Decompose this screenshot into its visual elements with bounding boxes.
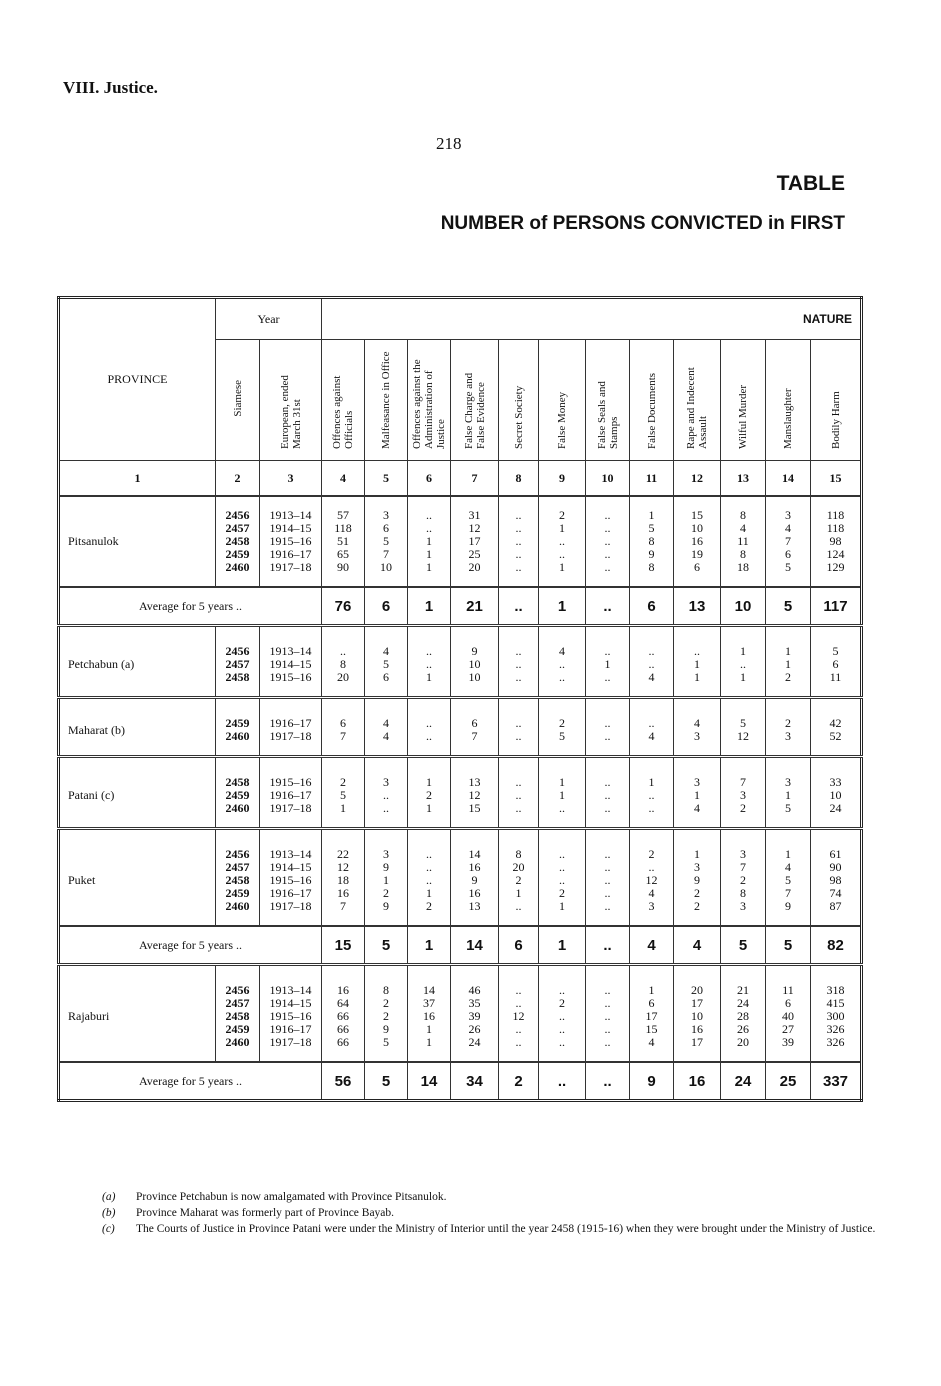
average-value: 24 bbox=[721, 1062, 766, 1101]
offence-values: 3 6 5 7 10 bbox=[365, 509, 408, 574]
nature-header: NATURE bbox=[322, 298, 862, 340]
offence-values: .. .. .. bbox=[586, 776, 630, 815]
average-label: Average for 5 years .. bbox=[59, 926, 322, 965]
footnote-mark: (b) bbox=[102, 1207, 116, 1219]
offence-values: 1 1 2 bbox=[766, 645, 811, 684]
offence-values: .. .. bbox=[408, 717, 451, 743]
siamese-years: 2456 2457 2458 2459 2460 bbox=[216, 509, 260, 574]
column-number: 1 bbox=[59, 461, 216, 497]
average-value: 4 bbox=[674, 926, 721, 965]
column-number: 14 bbox=[766, 461, 811, 497]
european-years: 1913–14 1914–15 1915–16 bbox=[260, 645, 322, 684]
column-number: 5 bbox=[365, 461, 408, 497]
average-value: 6 bbox=[630, 587, 674, 626]
offence-values: 15 10 16 19 6 bbox=[674, 509, 721, 574]
offence-values: 8 4 11 8 18 bbox=[721, 509, 766, 574]
offence-values: 1 3 9 2 2 bbox=[674, 848, 721, 913]
average-value: 6 bbox=[365, 587, 408, 626]
siamese-years: 2456 2457 2458 2459 2460 bbox=[216, 984, 260, 1049]
offence-values: .. .. bbox=[499, 717, 539, 743]
offence-values: 8 2 2 9 5 bbox=[365, 984, 408, 1049]
offence-values: .. .. .. bbox=[499, 645, 539, 684]
average-value: 6 bbox=[499, 926, 539, 965]
offence-values: .. .. .. .. .. bbox=[586, 509, 630, 574]
average-value: 5 bbox=[365, 926, 408, 965]
column-number: 15 bbox=[811, 461, 862, 497]
average-value: 16 bbox=[674, 1062, 721, 1101]
average-value: 5 bbox=[766, 926, 811, 965]
offence-values: 1 .. 1 bbox=[721, 645, 766, 684]
province-header: PROVINCE bbox=[59, 298, 216, 461]
offence-values: 14 37 16 1 1 bbox=[408, 984, 451, 1049]
average-value: .. bbox=[586, 926, 630, 965]
european-years: 1916–17 1917–18 bbox=[260, 717, 322, 743]
offence-values: 14 16 9 16 13 bbox=[451, 848, 499, 913]
offence-values: 21 24 28 26 20 bbox=[721, 984, 766, 1049]
average-value: 10 bbox=[721, 587, 766, 626]
footnote bbox=[102, 1222, 882, 1236]
table-row bbox=[59, 717, 862, 743]
column-number: 13 bbox=[721, 461, 766, 497]
offence-values: 6 7 bbox=[451, 717, 499, 743]
offence-values: .. .. .. bbox=[499, 776, 539, 815]
column-number: 3 bbox=[260, 461, 322, 497]
footnote bbox=[102, 1206, 882, 1220]
average-row bbox=[59, 587, 862, 626]
average-value: 76 bbox=[322, 587, 365, 626]
offence-values: 1 2 1 bbox=[408, 776, 451, 815]
column-number: 6 bbox=[408, 461, 451, 497]
offence-values: 22 12 18 16 7 bbox=[322, 848, 365, 913]
average-value: .. bbox=[586, 587, 630, 626]
offence-values: .. .. bbox=[586, 717, 630, 743]
offence-header: False Documents bbox=[630, 340, 674, 461]
offence-values: 3 9 1 2 9 bbox=[365, 848, 408, 913]
average-value: 5 bbox=[721, 926, 766, 965]
average-value: 82 bbox=[811, 926, 862, 965]
siamese-header: Siamese bbox=[216, 340, 260, 461]
average-value: 1 bbox=[408, 926, 451, 965]
average-value: 9 bbox=[630, 1062, 674, 1101]
offence-values: 2 1 .. .. 1 bbox=[539, 509, 586, 574]
offence-header: False Money bbox=[539, 340, 586, 461]
offence-values: 3 .. .. bbox=[365, 776, 408, 815]
offence-values: 9 10 10 bbox=[451, 645, 499, 684]
table-label: TABLE bbox=[776, 172, 845, 195]
footnote-text: The Courts of Justice in Province Patani were under the Ministry of Interior until the year 2458 (1915-16) when they were brought under the Ministry of Justice. bbox=[136, 1223, 876, 1235]
offence-values: 61 90 98 74 87 bbox=[811, 848, 862, 913]
offence-values: .. .. .. 2 1 bbox=[539, 848, 586, 913]
offence-values: 31 12 17 25 20 bbox=[451, 509, 499, 574]
offence-values: .. .. .. 1 2 bbox=[408, 848, 451, 913]
province-name: Puket bbox=[59, 848, 216, 913]
offence-values: .. 1 1 bbox=[674, 645, 721, 684]
average-value: 15 bbox=[322, 926, 365, 965]
offence-values: 2 5 1 bbox=[322, 776, 365, 815]
european-years: 1913–14 1914–15 1915–16 1916–17 1917–18 bbox=[260, 509, 322, 574]
offence-values: 7 3 2 bbox=[721, 776, 766, 815]
average-value: 1 bbox=[539, 587, 586, 626]
average-value: 14 bbox=[451, 926, 499, 965]
offence-values: .. .. 4 bbox=[630, 645, 674, 684]
average-value: 1 bbox=[539, 926, 586, 965]
offence-values: 4 .. .. bbox=[539, 645, 586, 684]
table-row bbox=[59, 509, 862, 574]
offence-values: 2 3 bbox=[766, 717, 811, 743]
siamese-years: 2458 2459 2460 bbox=[216, 776, 260, 815]
average-value: .. bbox=[586, 1062, 630, 1101]
offence-values: 118 118 98 124 129 bbox=[811, 509, 862, 574]
footnote-mark: (c) bbox=[102, 1223, 115, 1235]
siamese-years: 2456 2457 2458 2459 2460 bbox=[216, 848, 260, 913]
average-value: .. bbox=[539, 1062, 586, 1101]
province-name: Petchabun (a) bbox=[59, 645, 216, 684]
page-number: 218 bbox=[436, 134, 462, 153]
offence-values: 3 7 2 8 3 bbox=[721, 848, 766, 913]
footnote-text: Province Maharat was formerly part of Province Bayab. bbox=[136, 1207, 395, 1219]
column-number: 7 bbox=[451, 461, 499, 497]
offence-values: 1 5 8 9 8 bbox=[630, 509, 674, 574]
average-value: 337 bbox=[811, 1062, 862, 1101]
offence-values: 4 3 bbox=[674, 717, 721, 743]
offence-header: Malfeasance in Office bbox=[365, 340, 408, 461]
offence-values: 2 5 bbox=[539, 717, 586, 743]
offence-values: 1 6 17 15 4 bbox=[630, 984, 674, 1049]
offence-values: 20 17 10 16 17 bbox=[674, 984, 721, 1049]
offence-values: 6 7 bbox=[322, 717, 365, 743]
european-years: 1913–14 1914–15 1915–16 1916–17 1917–18 bbox=[260, 848, 322, 913]
offence-values: .. .. .. .. .. bbox=[586, 984, 630, 1049]
footnote bbox=[102, 1190, 882, 1204]
table-title: NUMBER of PERSONS CONVICTED in FIRST bbox=[440, 213, 845, 234]
average-value: 4 bbox=[630, 926, 674, 965]
siamese-years: 2459 2460 bbox=[216, 717, 260, 743]
province-name: Pitsanulok bbox=[59, 509, 216, 574]
table-row bbox=[59, 848, 862, 913]
column-number: 10 bbox=[586, 461, 630, 497]
table-row bbox=[59, 645, 862, 684]
province-name: Patani (c) bbox=[59, 776, 216, 815]
year-header: Year bbox=[216, 298, 322, 340]
offence-header: Bodily Harm bbox=[811, 340, 862, 461]
table-row bbox=[59, 776, 862, 815]
offence-values: .. 1 .. bbox=[586, 645, 630, 684]
table-row bbox=[59, 984, 862, 1049]
average-value: 56 bbox=[322, 1062, 365, 1101]
column-number: 4 bbox=[322, 461, 365, 497]
province-name: Maharat (b) bbox=[59, 717, 216, 743]
offence-values: 16 64 66 66 66 bbox=[322, 984, 365, 1049]
offence-values: .. .. 1 bbox=[408, 645, 451, 684]
offence-values: 46 35 39 26 24 bbox=[451, 984, 499, 1049]
offence-header: Offences against Officials bbox=[322, 340, 365, 461]
offence-header: Manslaughter bbox=[766, 340, 811, 461]
offence-values: .. 2 .. .. .. bbox=[539, 984, 586, 1049]
offence-values: .. .. 12 .. .. bbox=[499, 984, 539, 1049]
average-label: Average for 5 years .. bbox=[59, 1062, 322, 1101]
offence-values: 4 4 bbox=[365, 717, 408, 743]
offence-values: 33 10 24 bbox=[811, 776, 862, 815]
offence-values: 5 12 bbox=[721, 717, 766, 743]
offence-header: Wilful Murder bbox=[721, 340, 766, 461]
average-value: 21 bbox=[451, 587, 499, 626]
average-value: .. bbox=[499, 587, 539, 626]
average-value: 1 bbox=[408, 587, 451, 626]
offence-values: 1 .. .. bbox=[630, 776, 674, 815]
offence-values: 13 12 15 bbox=[451, 776, 499, 815]
offence-values: 57 118 51 65 90 bbox=[322, 509, 365, 574]
column-number: 2 bbox=[216, 461, 260, 497]
column-number: 9 bbox=[539, 461, 586, 497]
section-heading: VIII. Justice. bbox=[63, 78, 158, 97]
average-value: 14 bbox=[408, 1062, 451, 1101]
offence-values: 1 4 5 7 9 bbox=[766, 848, 811, 913]
average-value: 117 bbox=[811, 587, 862, 626]
average-value: 5 bbox=[365, 1062, 408, 1101]
offence-values: 3 4 7 6 5 bbox=[766, 509, 811, 574]
offence-header: Secret Society bbox=[499, 340, 539, 461]
siamese-years: 2456 2457 2458 bbox=[216, 645, 260, 684]
offence-header: False Charge and False Evidence bbox=[451, 340, 499, 461]
convictions-table bbox=[57, 296, 863, 1102]
offence-values: .. .. 1 1 1 bbox=[408, 509, 451, 574]
offence-values: .. 4 bbox=[630, 717, 674, 743]
footnote-mark: (a) bbox=[102, 1191, 116, 1203]
offence-values: 3 1 4 bbox=[674, 776, 721, 815]
offence-values: 4 5 6 bbox=[365, 645, 408, 684]
offence-values: 1 1 .. bbox=[539, 776, 586, 815]
column-number: 8 bbox=[499, 461, 539, 497]
offence-values: 42 52 bbox=[811, 717, 862, 743]
european-years: 1915–16 1916–17 1917–18 bbox=[260, 776, 322, 815]
column-number: 11 bbox=[630, 461, 674, 497]
average-row bbox=[59, 926, 862, 965]
offence-header: False Seals and Stamps bbox=[586, 340, 630, 461]
average-row bbox=[59, 1062, 862, 1101]
province-name: Rajaburi bbox=[59, 984, 216, 1049]
offence-values: .. .. .. .. .. bbox=[586, 848, 630, 913]
offence-values: .. .. .. .. .. bbox=[499, 509, 539, 574]
average-value: 5 bbox=[766, 587, 811, 626]
european-years: 1913–14 1914–15 1915–16 1916–17 1917–18 bbox=[260, 984, 322, 1049]
average-value: 13 bbox=[674, 587, 721, 626]
average-value: 34 bbox=[451, 1062, 499, 1101]
footnote-text: Province Petchabun is now amalgamated with Province Pitsanulok. bbox=[136, 1191, 447, 1203]
european-header: European, ended March 31st bbox=[260, 340, 322, 461]
offence-values: 8 20 2 1 .. bbox=[499, 848, 539, 913]
offence-values: 3 1 5 bbox=[766, 776, 811, 815]
offence-values: 5 6 11 bbox=[811, 645, 862, 684]
footnotes bbox=[102, 1190, 882, 1238]
average-value: 25 bbox=[766, 1062, 811, 1101]
offence-header: Rape and Indecent Assault bbox=[674, 340, 721, 461]
average-value: 2 bbox=[499, 1062, 539, 1101]
offence-values: 11 6 40 27 39 bbox=[766, 984, 811, 1049]
offence-header: Offences against the Administration of Justice bbox=[408, 340, 451, 461]
average-label: Average for 5 years .. bbox=[59, 587, 322, 626]
offence-values: 318 415 300 326 326 bbox=[811, 984, 862, 1049]
offence-values: 2 .. 12 4 3 bbox=[630, 848, 674, 913]
offence-values: .. 8 20 bbox=[322, 645, 365, 684]
column-number: 12 bbox=[674, 461, 721, 497]
